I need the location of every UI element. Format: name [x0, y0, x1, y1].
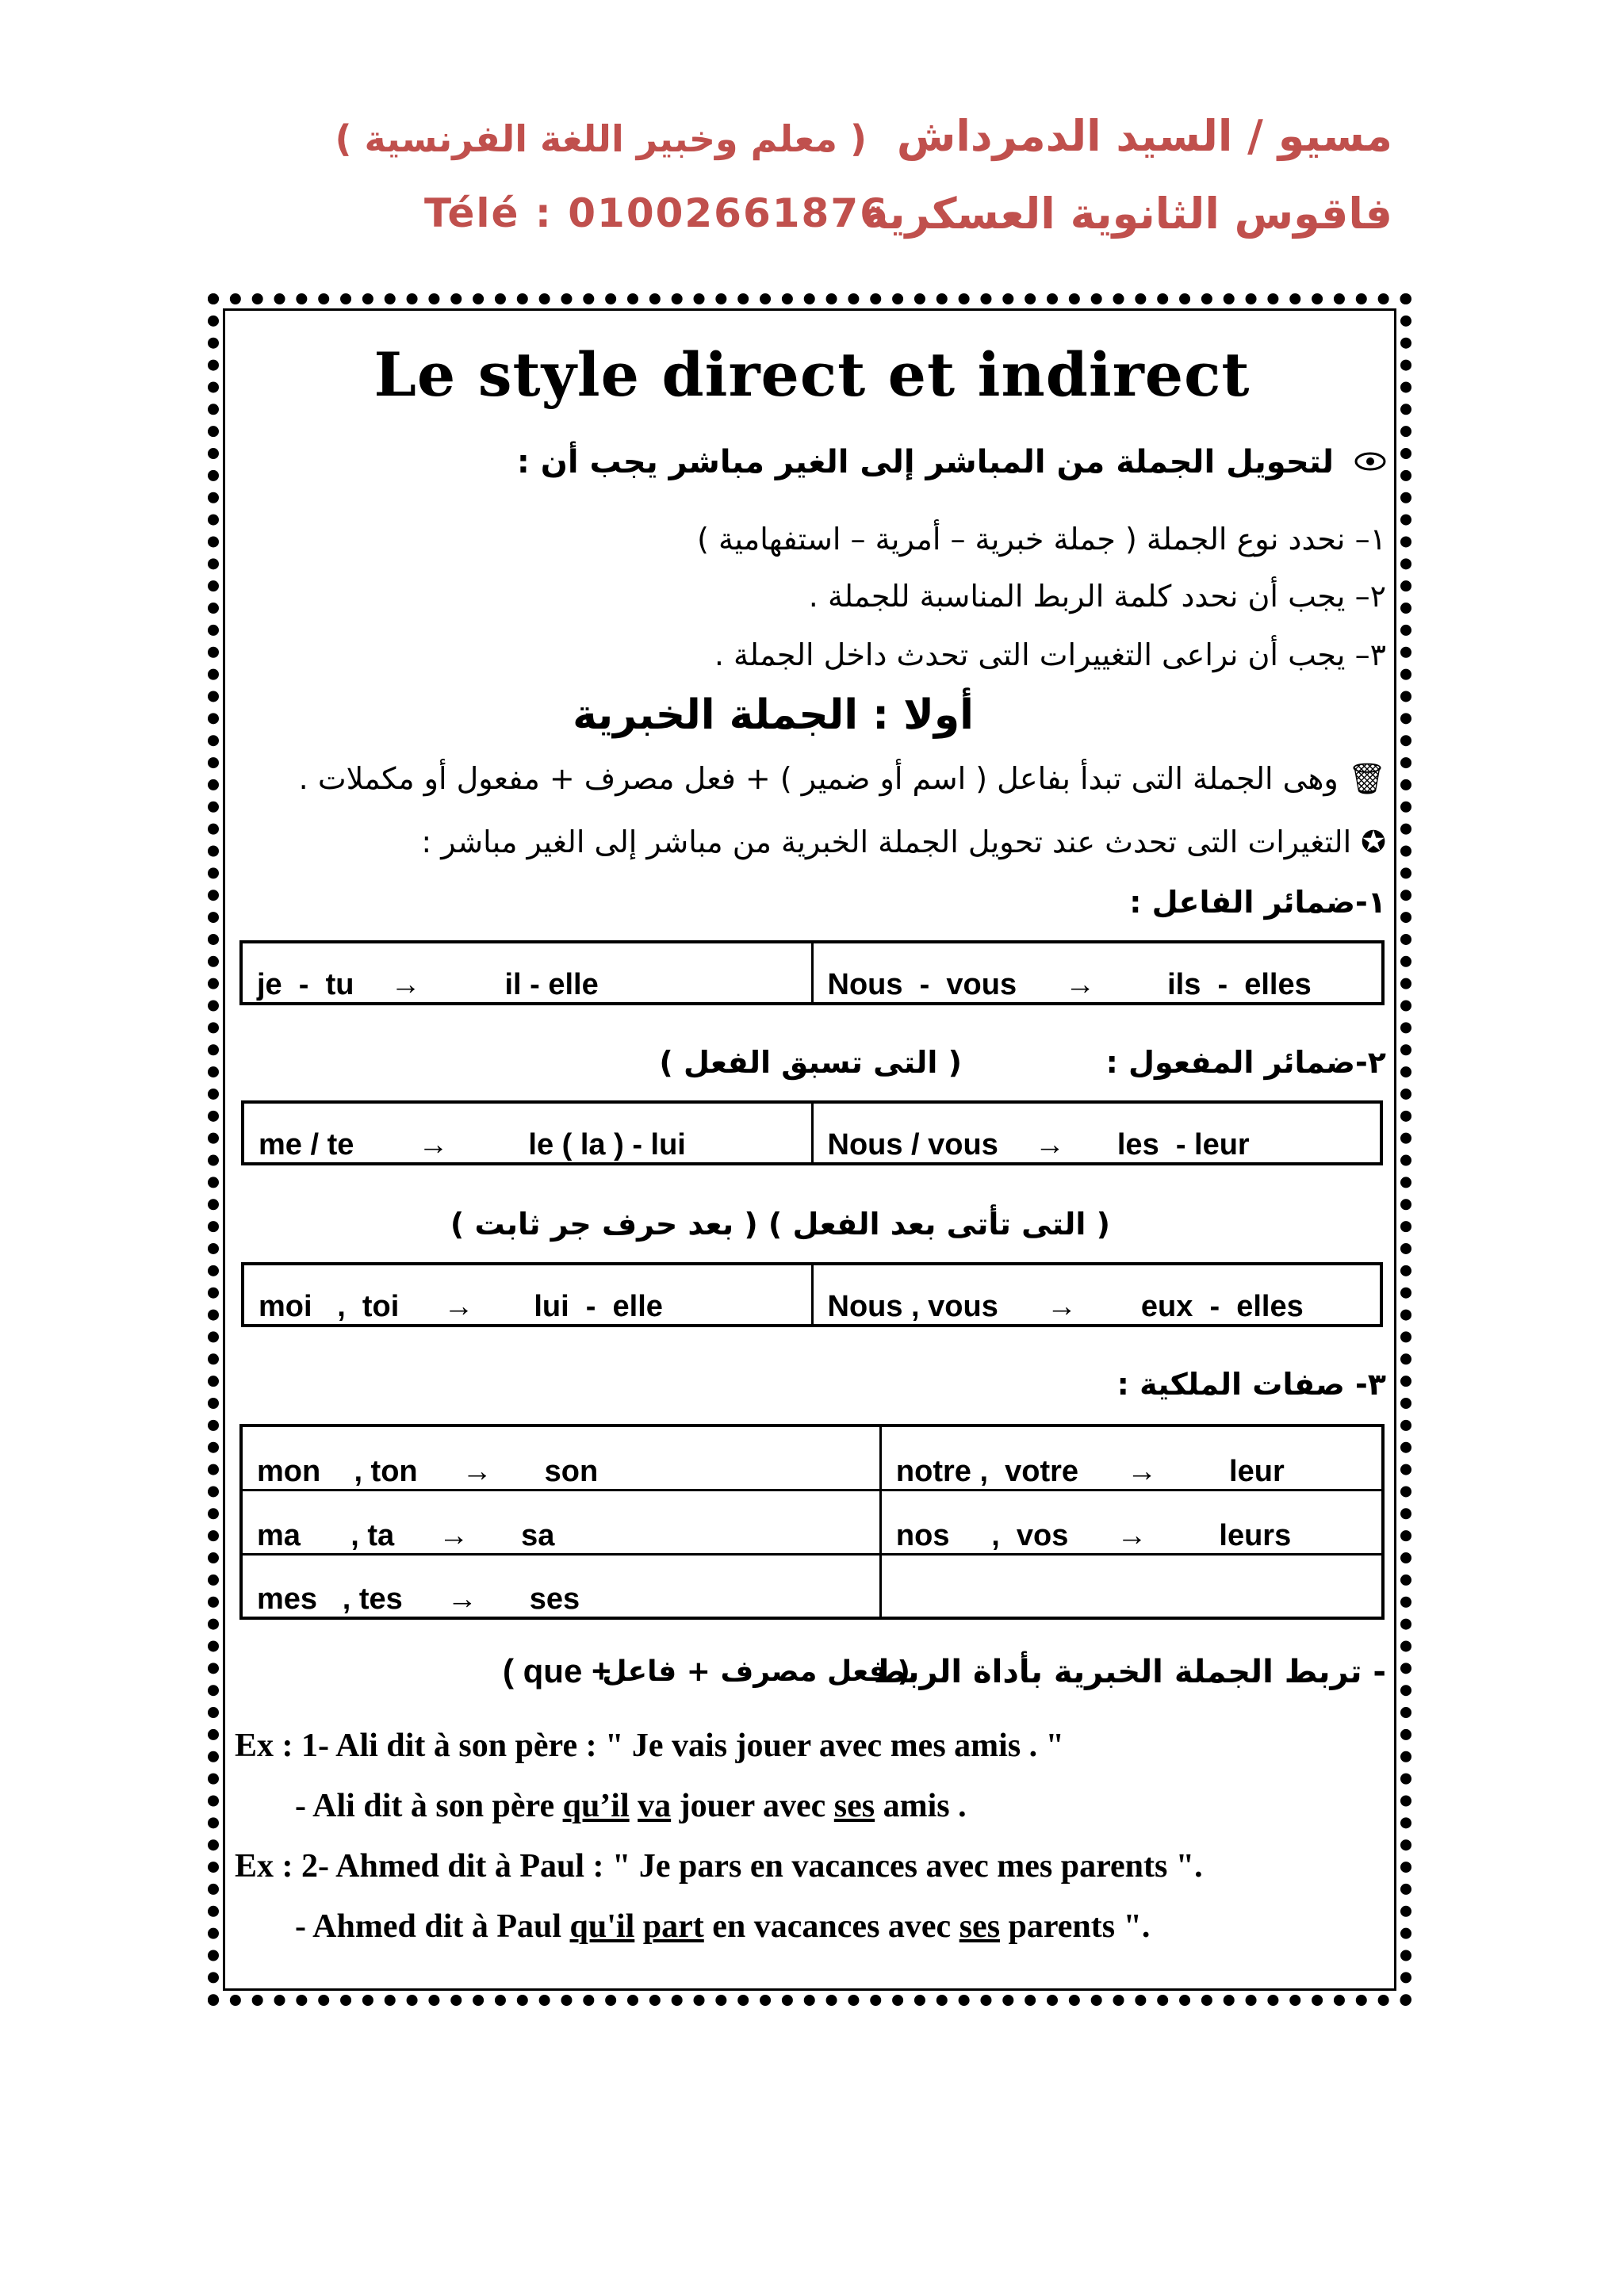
teacher-name: مسيو / السيد الدمرداش: [896, 111, 1392, 161]
school-name: فاقوس الثانوية العسكرية: [863, 189, 1392, 239]
table-cell: Nous , vous → eux - elles: [812, 1264, 1381, 1326]
table-cell: mes , tes → ses: [241, 1554, 880, 1618]
step-2: ٢– يجب أن نحدد كلمة الربط المناسبة للجملة .: [808, 579, 1386, 614]
teacher-role: ( معلم وخبير اللغة الفرنسية ): [335, 117, 867, 160]
stressed-pronouns-table: [241, 1262, 1383, 1327]
table-cell: moi , toi → lui - elle: [243, 1264, 812, 1326]
definition-line: 🗑وهى الجملة التى تبدأ بفاعل ( اسم أو ضمير ) + فعل مصرف + مفعول أو مكملات .: [298, 761, 1386, 796]
changes-intro: ✪التغيرات التى تحدث عند تحويل الجملة الخبرية من مباشر إلى الغير مباشر :: [421, 825, 1386, 859]
step-3: ٣– يجب أن نراعى التغييرات التى تحدث داخل الجملة .: [714, 637, 1386, 672]
example-2-indirect: - Ahmed dit à Paul qu'il part en vacances avec ses parents ".: [295, 1908, 1151, 1945]
link-rule-formula-fr: + que ): [503, 1652, 611, 1689]
eye-icon: [1354, 444, 1386, 480]
intro-heading: [517, 444, 1386, 480]
link-rule-label: - تربط الجملة الخبرية بأداة الربط: [873, 1654, 1386, 1690]
phone-number: Télé : 01002661876: [424, 190, 889, 236]
example-1-direct: Ex : 1- Ali dit à son père : " Je vais jouer avec mes amis . ": [235, 1728, 1064, 1764]
subject-pronouns-heading: ١-ضمائر الفاعل :: [1129, 885, 1386, 920]
example-2-direct: Ex : 2- Ahmed dit à Paul : " Je pars en vacances avec mes parents ".: [235, 1848, 1203, 1885]
before-verb-note: ( التى تسبق الفعل ): [659, 1045, 962, 1080]
possessives-heading: ٣- صفات الملكية :: [1116, 1367, 1386, 1402]
table-cell: nos , vos → leurs: [880, 1490, 1383, 1554]
object-pronouns-heading: ٢-ضمائر المفعول :: [1105, 1045, 1386, 1080]
table-cell: me / te → le ( la ) - lui: [243, 1102, 812, 1164]
section-heading: أولا : الجملة الخبرية: [573, 691, 974, 739]
table-cell: Nous / vous → les - leur: [812, 1102, 1381, 1164]
object-pronouns-table: [241, 1100, 1383, 1165]
example-1-indirect: - Ali dit à son père qu’il va jouer avec ses amis .: [295, 1788, 967, 1824]
intro-heading-text: لتحويل الجملة من المباشر إلى الغير مباشر يجب أن :: [516, 444, 1335, 480]
possessives-table: [239, 1424, 1385, 1620]
table-cell: mon , ton → son: [241, 1425, 880, 1490]
after-verb-note: ( التى تأتى بعد الفعل ) ( بعد حرف جر ثابت ): [450, 1207, 1110, 1242]
star-icon: ✪: [1361, 825, 1386, 859]
table-cell: Nous - vous → ils - elles: [812, 942, 1383, 1004]
subject-pronouns-table: [239, 940, 1385, 1005]
table-cell: ma , ta → sa: [241, 1490, 880, 1554]
page-title: Le style direct et indirect: [373, 339, 1251, 410]
table-cell: [880, 1554, 1383, 1618]
link-rule-formula-ar: ( فعل مصرف + فاعل: [602, 1655, 910, 1688]
table-cell: notre , votre → leur: [880, 1425, 1383, 1490]
step-1: ١– نحدد نوع الجملة ( جملة خبرية – أمرية – استفهامية ): [697, 522, 1386, 557]
table-cell: je - tu → il - elle: [241, 942, 812, 1004]
trash-icon: 🗑: [1347, 761, 1386, 796]
